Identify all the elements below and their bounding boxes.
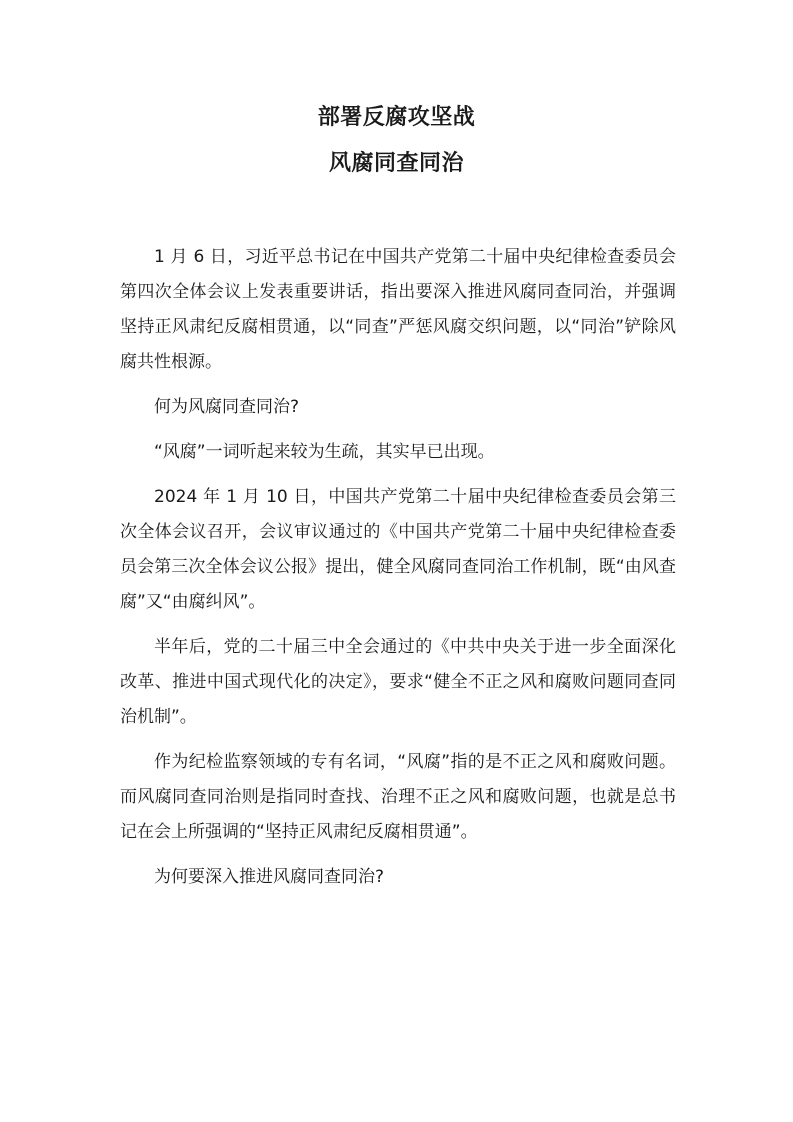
paragraph: 作为纪检监察领域的专有名词，“风腐”指的是不正之风和腐败问题。而风腐同查同治则是指同时查找、治理不正之风和腐败问题，也就是总书记在会上所强调的“坚持正风肃纪反腐相贯通”。 [120,752,676,842]
document-title: 部署反腐攻坚战 [317,105,476,130]
paragraph: 1 月 6 日，习近平总书记在中国共产党第二十届中央纪律检查委员会第四次全体会议上发表重要讲话，指出要深入推进风腐同查同治，并强调坚持正风肃纪反腐相贯通，以“同查”严惩风腐交织问题，以“同治”铲除风腐共性根源。 [120,247,676,372]
paragraph: 为何要深入推进风腐同查同治? [154,867,385,887]
paragraph: 2024 年 1 月 10 日，中国共产党第二十届中央纪律检查委员会第三次全体会议召开，会议审议通过的《中国共产党第二十届中央纪律检查委员会第三次全体会议公报》提出，健全风腐同查同治工作机制，既“由风查腐”又“由腐纠风”。 [120,487,676,612]
document-body [120,240,676,905]
paragraph: 何为风腐同查同治? [154,397,300,417]
paragraph: 半年后，党的二十届三中全会通过的《中共中央关于进一步全面深化改革、推进中国式现代化的决定》，要求“健全不正之风和腐败问题同查同治机制”。 [120,637,676,727]
document-subtitle: 风腐同查同治 [328,151,464,176]
paragraph: “风腐”一词听起来较为生疏，其实早已出现。 [154,442,495,462]
